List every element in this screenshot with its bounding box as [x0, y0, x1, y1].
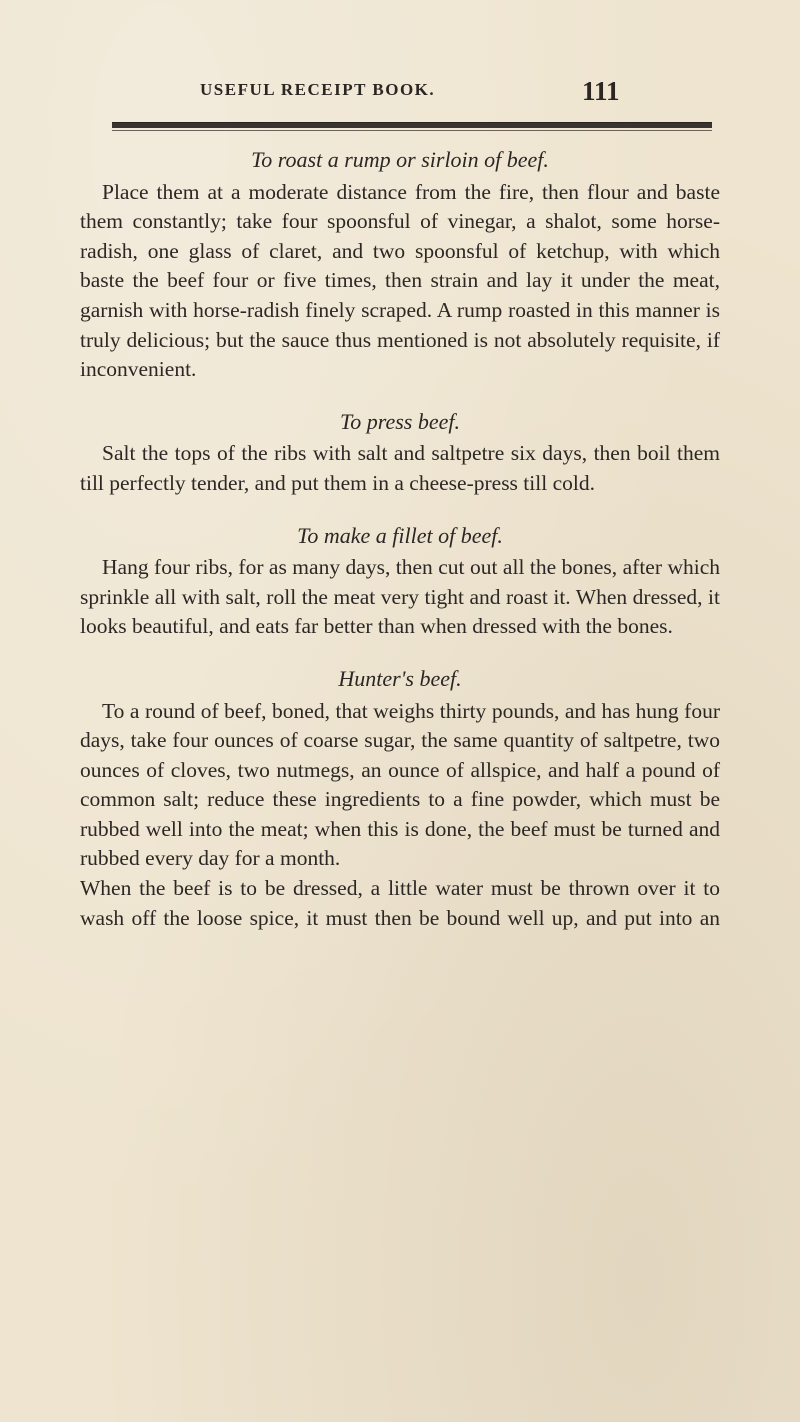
recipe-paragraph: Place them at a moderate distance from the fire, then flour and baste them constantly; take four spoonsful of vinegar, a shalot, some horse-radish, one glass of claret, and two spoonsful of ketchup, with which baste the beef four or five times, then strain and lay it under the meat, garnish with horse-radish finely scraped. A rump roasted in this manner is truly delicious; but the sauce thus mentioned is not absolutely requisite, if inconvenient. — [80, 179, 720, 382]
page-content — [80, 145, 720, 955]
recipe-title: To make a fillet of beef. — [297, 522, 503, 548]
running-head — [0, 78, 800, 108]
recipe-fillet-beef — [80, 521, 720, 642]
recipe-body — [80, 697, 720, 934]
recipe-press-beef — [80, 407, 720, 499]
recipe-body — [80, 439, 720, 498]
recipe-roast-rump — [80, 145, 720, 385]
recipe-hunters-beef — [80, 664, 720, 933]
recipe-paragraph: To a round of beef, boned, that weighs thirty pounds, and has hung four days, take four ounces of coarse sugar, the same quantity of saltpetre, two ounces of cloves, two nutmegs, an ounce of allspice, and half a pound of common salt; reduce these ingredients to a fine powder, which must be rubbed well into the meat; when this is done, the beef must be turned and rubbed every day for a month. — [80, 698, 720, 871]
recipe-title: To press beef. — [340, 408, 460, 434]
header-rule-thin — [112, 130, 712, 131]
recipe-paragraph: Hang four ribs, for as many days, then cut out all the bones, after which sprinkle all with salt, roll the meat very tight and roast it. When dressed, it looks beautiful, and eats far better than when dressed with the bones. — [80, 555, 720, 639]
recipe-title: To roast a rump or sirloin of beef. — [251, 147, 549, 172]
recipe-body — [80, 553, 720, 642]
running-title: USEFUL RECEIPT BOOK. — [200, 80, 436, 99]
recipe-title: Hunter's beef. — [338, 665, 462, 691]
recipe-paragraph: Salt the tops of the ribs with salt and saltpetre six days, then boil them till perfectly tender, and put them in a cheese-press till cold. — [80, 441, 720, 495]
recipe-paragraph: When the beef is to be dressed, a little water must be thrown over it to wash off the loose spice, it must then be bound well up, and put into an — [80, 876, 720, 930]
recipe-body — [80, 178, 720, 385]
header-rule — [112, 122, 712, 128]
page-number: 111 — [582, 76, 620, 106]
